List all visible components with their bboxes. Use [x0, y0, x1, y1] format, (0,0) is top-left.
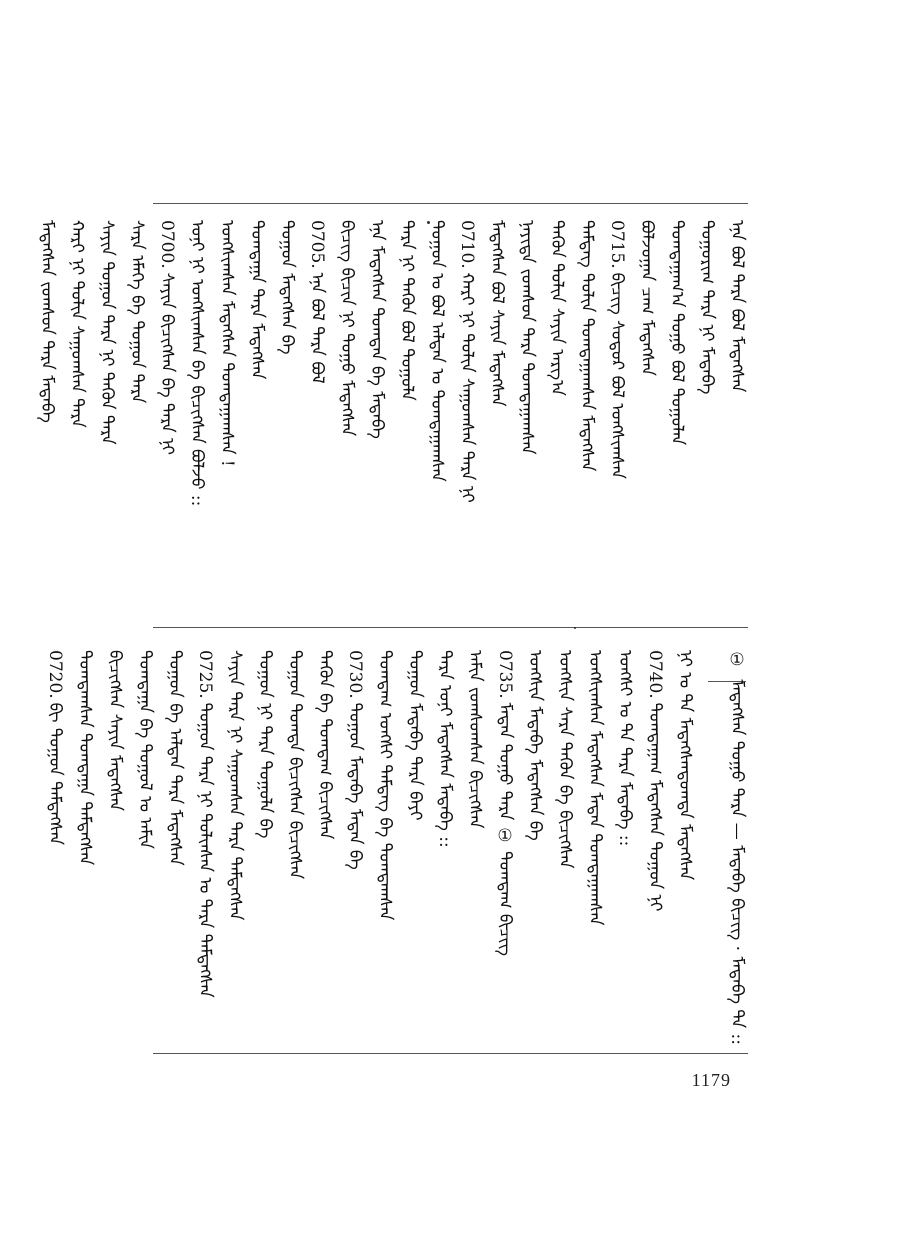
verse-column: ᠰᠠᠶᠢᠨ ᠲᠡᠷᠡ ᠨᠢ ᠰᠠᠭᠤᠭᠰᠠᠨ ᠲᠡᠷᠡ ᠲᠡᠮᠳᠡᠭᠰᠡᠨ [225, 650, 245, 921]
verse-column: ᠨᠢ ᠤ ᠲᠡ ᠮᠡᠳᠡᠭᠰᠡᠨᠲᠣᠭᠲᠠ ᠮᠡᠳᠡᠭᠰᠡᠨ [675, 650, 695, 881]
verse-column: ᠪᠣᠯᠵᠣᠭᠠᠨ ᠴᠠᠭ ᠮᠡᠳᠡᠭᠰᠡᠨ [637, 220, 657, 376]
verse-column: ᠮᠡᠳᠡᠭᠰᠡᠨ ᠵᠣᠭᠰᠣᠨ ᠲᠡᠷᠡ ᠮᠡᠳᠡᠪᠡ [37, 220, 57, 423]
verse-column: ᠲᠣᠭᠣᠨ ᠪᠠ ᠠᠯᠲᠠᠨ ᠲᠡᠷᠡ ᠮᠡᠳᠡᠭᠰᠡᠨ [165, 650, 185, 866]
verse-column: ᠤᠩᠰᠢ ᠤ ᠲᠡ ᠲᠡᠷᠡ ᠮᠡᠳᠡᠪᠡ :: [615, 650, 635, 847]
verse-block-lower [37, 650, 749, 1045]
footnote-marker: ① [727, 650, 747, 670]
verse-column: ᠲᠣᠭᠣᠨ ᠤ ᠪᠣᠯ ᠠᠯᠲᠠᠨ ᠤ ᠲᠣᠭᠲᠠᠭᠠᠭᠰᠠᠨ [427, 220, 447, 482]
verse-column: ᠡᠨᠡ ᠪᠣᠯ ᠲᠡᠷᠡ ᠪᠣᠯ ᠮᠡᠳᠡᠭᠰᠡᠨ [727, 220, 747, 393]
verse-column: ᠪᠢᠴᠢᠭᠰᠡᠨ ᠰᠠᠶᠢᠨ ᠮᠡᠳᠡᠭᠰᠡᠨ [105, 650, 125, 812]
verse-column: 0715.ᠪᠢᠴᠢᠭ ᠰᠣᠳᠤᠷ ᠪᠣᠯ ᠤᠩᠰᠢᠭᠰᠠᠨ [607, 220, 627, 479]
verse-column: ᠤᠨᠢ ᠨᠢ ᠤᠩᠰᠢᠭᠰᠠᠨ ᠪᠡ ᠪᠢᠴᠢᠭᠰᠡᠨ ᠪᠣᠯᠵᠣ :: [187, 220, 207, 507]
verse-column: ᠮᠡᠳᠡᠭᠰᠡᠨ ᠪᠣᠯ ᠰᠠᠶᠢᠨ ᠮᠡᠳᠡᠭᠰᠡᠨ [487, 220, 507, 407]
top-rule [153, 203, 748, 204]
verse-column: ᠲᠣᠭᠲᠠᠭ ᠤᠩᠰᠢ ᠲᠡᠮᠳᠡᠭ ᠪᠠ ᠲᠣᠭᠲᠠᠭᠰᠠᠨ [375, 650, 395, 921]
verse-column: ᠲᠣᠭᠲᠠᠭᠠ ᠪᠠ ᠲᠣᠭᠤᠯ ᠤ ᠠᠮᠢᠨ [135, 650, 155, 849]
verse-column: ᠪᠢᠴᠢᠭ ᠪᠢᠴᠢᠨ ᠨᠢ ᠲᠣᠭᠤ ᠮᠡᠳᠡᠭᠰᠡᠨ [337, 220, 357, 437]
ink-speck [574, 627, 576, 629]
verse-column: ᠤᠩᠰᠢᠭᠰᠠᠨ ᠮᠡᠳᠡᠭᠰᠡᠨ ᠮᠡᠳᠡᠨ ᠲᠣᠭᠲᠠᠭᠠᠭᠰᠠᠨ [585, 650, 605, 926]
verse-column: ᠲᠣᠭᠣᠨ ᠮᠡᠳᠡᠪᠡ ᠲᠡᠷᠡ ᠪᠠᠶᠢ [405, 650, 425, 821]
middle-rule [153, 627, 748, 628]
line-number: 0715. [607, 220, 627, 269]
verse-column: ᠲᠣᠭᠣᠨ ᠮᠡᠳᠡᠭᠰᠡᠨ ᠪᠡ [277, 220, 297, 355]
footnote-column: ① ᠮᠡᠳᠡᠭᠰᠡᠨ ᠲᠣᠭᠤ ᠲᠡᠷᠡ — ᠮᠡᠳᠡᠪᠡ ᠪᠢᠴᠢᠭ · ᠮᠡᠳᠡᠪᠡ ᠲᠡ :: [727, 650, 747, 1045]
line-number: 0710. [457, 220, 477, 269]
verse-column: ᠲᠣᠭᠣᠨ ᠲᠣᠭᠲᠠ ᠪᠢᠴᠢᠭᠰᠡᠨ ᠪᠢᠴᠢᠭᠰᠡᠨ [285, 650, 305, 880]
line-number: 0735. [495, 650, 515, 699]
verse-column: ᠲᠣᠭᠲᠠᠭᠰᠠᠨ ᠲᠣᠭᠲᠠᠭᠠ ᠲᠡᠮᠳᠡᠭᠰᠡᠨ [75, 650, 95, 866]
verse-column: ᠠᠮᠢᠨ ᠵᠣᠭᠰᠣᠭᠰᠠᠨ ᠪᠢᠴᠢᠭᠰᠡᠨ [465, 650, 485, 829]
verse-column: 0700.ᠰᠠᠶᠢᠨ ᠪᠢᠴᠢᠭᠰᠡᠨ ᠪᠡ ᠲᠡᠷᠡ ᠨᠢ [157, 220, 177, 455]
verse-column: ᠲᠣᠭᠣᠨ ᠨᠢ ᠲᠡᠷᠡ ᠲᠣᠭᠤᠯᠠ ᠪᠡ [255, 650, 275, 839]
verse-column: ᠤᠩᠰᠢᠭᠰᠠᠨ ᠮᠡᠳᠡᠭᠰᠡᠨ ᠲᠣᠭᠲᠠᠭᠠᠭᠰᠠᠨ ! [217, 220, 237, 467]
verse-column: 0730.ᠲᠣᠭᠣᠨ ᠮᠡᠳᠡᠪᠡ ᠮᠡᠳᠡᠨ ᠪᠠ [345, 650, 365, 870]
page-number: 1179 [691, 1070, 731, 1090]
line-number: 0705. [307, 220, 327, 269]
verse-column: ᠲᠡᠭᠦᠨ ᠲᠣᠯᠢᠨ ᠰᠠᠶᠢᠨ ᠠᠷᠭ᠎ᠠ [547, 220, 567, 396]
verse-column: ᠤᠩᠰᠢᠨ ᠮᠡᠳᠡᠪᠡ ᠮᠡᠳᠡᠭᠰᠡᠨ ᠪᠠ [525, 650, 545, 841]
line-number: 0740. [645, 650, 665, 699]
verse-column: ᠲᠡᠮᠳᠡᠭ ᠲᠣᠯᠢᠨ ᠲᠣᠭᠲᠠᠭᠠᠭᠰᠠᠨ ᠮᠡᠳᠡᠭᠰᠡᠨ [577, 220, 597, 472]
verse-column: ᠰᠠᠷᠠ ᠡᠮᠡᠭᠡ ᠪᠠ ᠲᠣᠭᠣᠨ ᠲᠡᠷᠡ [127, 220, 147, 404]
verse-column: ᠲᠣᠭᠣᠷᠢᠭ ᠲᠡᠷᠡ ᠨᠢ ᠮᠡᠳᠡᠪᠡ [697, 220, 717, 395]
verse-column: ᠲᠡᠷᠡ ᠤᠨᠢ ᠮᠡᠳᠡᠭᠰᠡᠨ ᠮᠡᠳᠡᠪᠡ :: [435, 650, 455, 848]
verse-column: ᠰᠠᠶᠢᠨ ᠲᠣᠭᠣᠨ ᠲᠡᠷᠡ ᠨᠢ ᠲᠡᠭᠦᠨ ᠲᠡᠷᠡ [97, 220, 117, 445]
verse-column: ᠤᠩᠰᠢᠨ ᠰᠠᠷᠠ ᠲᠡᠭᠦᠨ ᠪᠠ ᠪᠢᠴᠢᠭᠰᠡᠨ [555, 650, 575, 869]
verse-column: ᠨᠡᠶᠢᠲᠡ ᠵᠣᠭᠰᠣᠨ ᠲᠡᠷᠡ ᠲᠣᠭᠲᠠᠭᠠᠭᠰᠠᠨ [517, 220, 537, 455]
bottom-rule [153, 1053, 748, 1054]
verse-column: 0735.ᠮᠡᠳᠡᠨ ᠲᠣᠭᠤ ᠲᠡᠷᠡ ① ᠲᠣᠭᠲᠠᠭ ᠪᠢᠴᠢᠭ [495, 650, 515, 956]
verse-column: ᠲᠣᠭᠲᠠᠭᠠ ᠲᠡᠷᠡ ᠮᠡᠳᠡᠭᠰᠡᠨ [247, 220, 267, 380]
line-number: 0720. [45, 650, 65, 699]
verse-block-upper [29, 220, 749, 600]
verse-column: 0705.ᠡᠨᠡ ᠪᠣᠯ ᠲᠡᠷᠡ ᠪᠣᠯ [307, 220, 327, 384]
verse-column: 0720.ᠪᠢ ᠲᠣᠭᠣᠨ ᠲᠡᠮᠳᠡᠭᠰᠡᠨ [45, 650, 65, 845]
verse-column: ᠲᠡᠷᠡ ᠨᠢ ᠲᠡᠭᠦᠨ ᠪᠣᠯ ᠲᠣᠭᠤᠯᠠ [397, 220, 417, 401]
verse-column: ᠡᠨᠡ ᠮᠡᠳᠡᠭᠰᠡᠨ ᠲᠣᠭᠲᠠᠨ ᠪᠡ ᠮᠡᠳᠡᠪᠡ [367, 220, 387, 439]
verse-column: 0725.ᠲᠣᠭᠣᠨ ᠲᠡᠷᠡ ᠨᠢ ᠲᠣᠯᠢᠨᠰᠠᠨ ᠤ ᠲᠡᠷᠡ ᠲᠡᠮᠳᠡᠭᠰᠡᠨ [195, 650, 215, 998]
verse-column: 0710.ᠬᠠᠷᠢ ᠨᠢ ᠲᠣᠯᠢᠨ ᠰᠠᠭᠤᠭᠰᠠᠨ ᠲᠡᠷᠡ ᠨᠢ [457, 220, 477, 503]
verse-column: 0740.ᠲᠣᠭᠲᠠᠭᠠᠭ ᠮᠡᠳᠡᠭᠰᠡᠨ ᠲᠣᠭᠣᠨ ᠨᠢ [645, 650, 665, 912]
line-number: 0700. [157, 220, 177, 269]
line-number: 0725. [195, 650, 215, 699]
verse-column: ᠲᠣᠭᠲᠠᠭᠠᠭ᠎ᠠ ᠲᠣᠭᠤ ᠪᠣᠯ ᠲᠣᠭᠤᠯᠠᠨ [667, 220, 687, 446]
verse-column: ᠬᠠᠷᠢ ᠨᠢ ᠲᠣᠯᠢᠨ ᠰᠠᠭᠤᠭᠰᠠᠨ ᠲᠡᠷᠡ [67, 220, 87, 428]
verse-column: ᠲᠡᠭᠦᠨ ᠪᠡ ᠲᠣᠭᠲᠠᠭ ᠪᠢᠴᠢᠭᠰᠡᠨ [315, 650, 335, 840]
line-number: 0730. [345, 650, 365, 699]
